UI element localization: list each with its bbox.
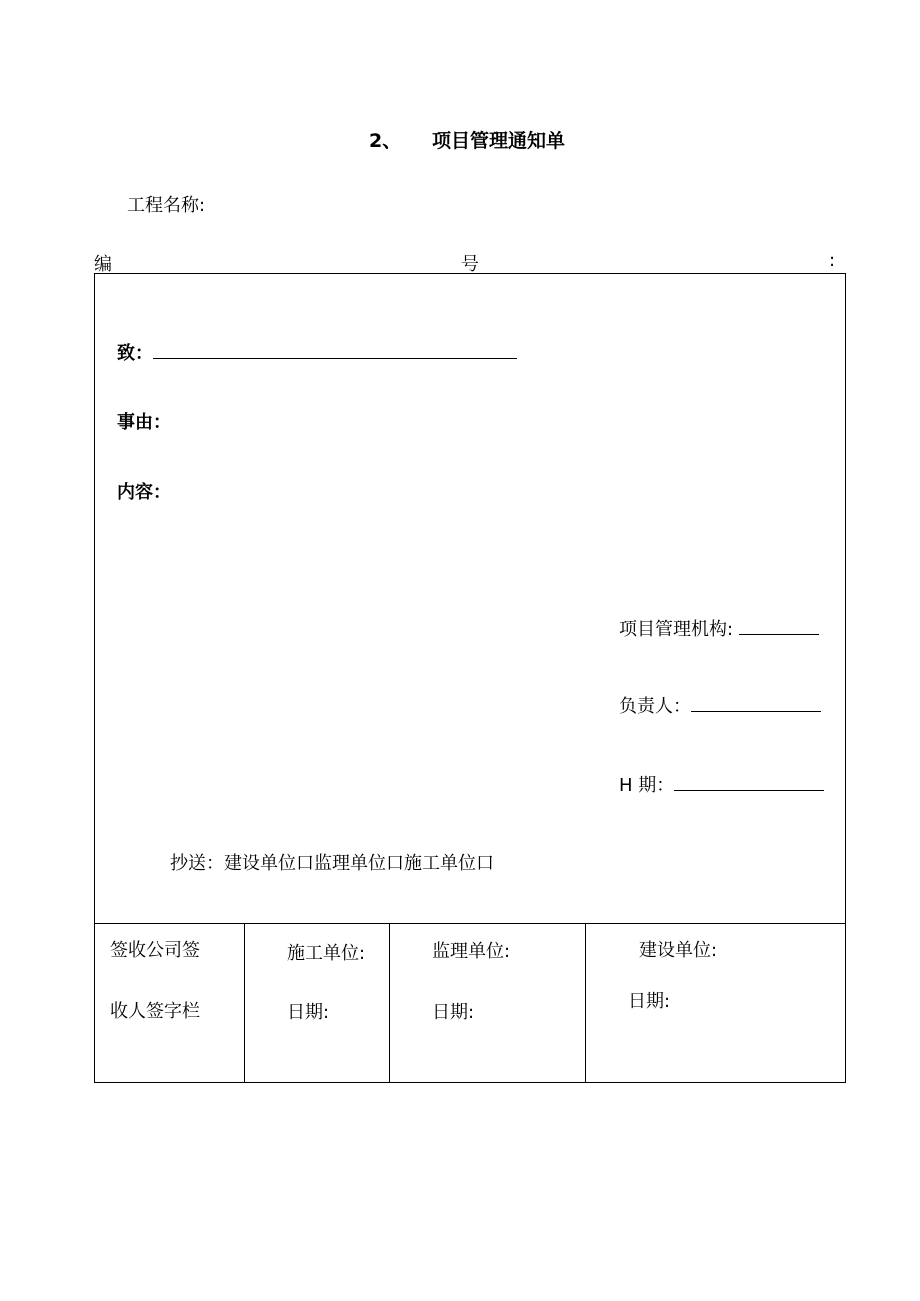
cc-line: 抄送：建设单位口监理单位口施工单位口 [170,853,494,874]
supervision-date-label: 日期: [432,1002,475,1023]
col-divider-1 [244,924,245,1083]
person-row [619,692,821,718]
col-divider-3 [585,924,586,1083]
date-input-line[interactable] [674,772,824,791]
to-label: 致： [117,343,153,364]
sign-col-label-2: 收人签字栏 [110,1001,200,1022]
form-divider [94,923,846,924]
col-divider-2 [389,924,390,1083]
to-input-line[interactable] [153,340,517,359]
org-row [619,615,819,641]
serial-colon: : [829,250,836,271]
sign-col-label-1: 签收公司签 [110,940,200,961]
date-label: H 期： [619,775,675,796]
person-input-line[interactable] [691,693,821,712]
project-name-label: 工程名称: [127,195,206,216]
org-input-line[interactable] [739,616,819,635]
to-row [117,339,517,365]
org-label: 项目管理机构: [619,619,734,640]
title-number: 2、 [369,130,402,152]
page-title: 项目管理通知单 [432,130,566,152]
serial-label-left: 编 [94,254,112,275]
reason-label: 事由： [117,412,171,433]
construction-date-label: 日期: [287,1002,330,1023]
person-label: 负责人： [619,696,691,717]
construction-unit-label: 施工单位: [287,943,366,964]
supervision-unit-label: 监理单位: [432,941,511,962]
owner-unit-label: 建设单位: [639,940,718,961]
owner-date-label: 日期: [628,991,671,1012]
content-label: 内容： [117,482,171,503]
serial-label-mid: 号 [461,254,479,275]
date-row [619,771,824,797]
